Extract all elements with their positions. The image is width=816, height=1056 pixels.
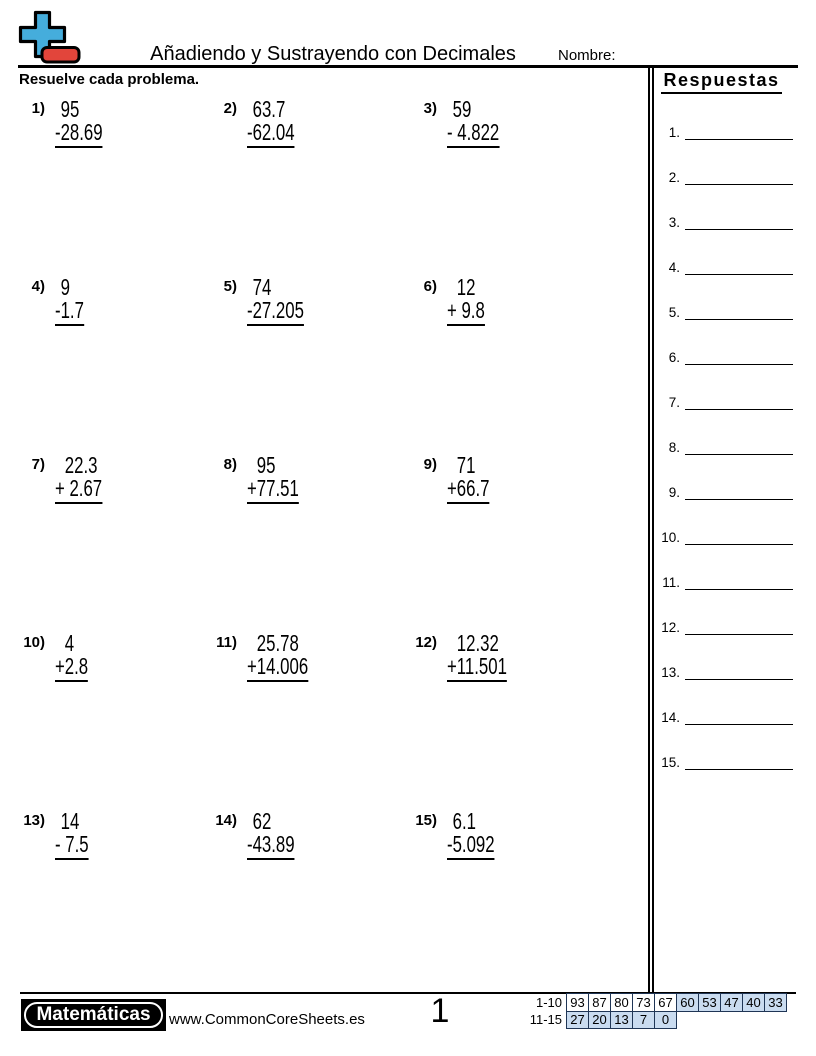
- score-row-label: 1-10: [535, 994, 562, 1010]
- answer-blank-12[interactable]: [685, 618, 793, 635]
- problem-3: [411, 98, 519, 148]
- problem-number: 10): [23, 634, 45, 651]
- answer-blank-6[interactable]: [685, 348, 793, 365]
- score-cell: 7: [633, 1011, 655, 1029]
- problem-operands: 95 +77.51: [247, 454, 299, 504]
- score-cell: 93: [567, 994, 589, 1012]
- problem-number: 12): [415, 634, 437, 651]
- website-text: www.CommonCoreSheets.es: [169, 1011, 365, 1028]
- score-cell: 40: [743, 994, 765, 1012]
- answer-row-11: 11.: [652, 574, 793, 590]
- problem-number: 15): [415, 812, 437, 829]
- score-table-row-1: [516, 994, 787, 1012]
- problem-operands: 74 -27.205: [247, 276, 304, 326]
- answer-row-15: 15.: [652, 754, 793, 770]
- problem-number: 13): [23, 812, 45, 829]
- answers-title: Respuestas: [650, 70, 793, 91]
- score-table-row-2: [516, 1011, 787, 1029]
- problem-number: 11): [216, 634, 237, 651]
- subject-badge: [21, 999, 166, 1031]
- problem-number: 3): [423, 100, 437, 117]
- problem-9: [411, 454, 505, 504]
- score-table: [516, 993, 787, 1029]
- problem-13: [19, 810, 101, 860]
- problem-6: [411, 276, 499, 326]
- problem-operands: 12.32 +11.501: [447, 632, 507, 682]
- problem-14: [211, 810, 312, 860]
- problem-number: 9): [423, 456, 437, 473]
- problem-operands: 6.1 -5.092: [447, 810, 495, 860]
- answer-row-10: 10.: [652, 529, 793, 545]
- problem-operands: 59 - 4.822: [447, 98, 499, 148]
- score-cell: 53: [699, 994, 721, 1012]
- answer-row-7: 7.: [652, 394, 793, 410]
- score-cell: 73: [633, 994, 655, 1012]
- problem-12: [411, 632, 529, 682]
- answer-row-14: 14.: [652, 709, 793, 725]
- answer-blank-4[interactable]: [685, 258, 793, 275]
- plus-minus-logo-icon: [18, 10, 82, 67]
- problem-operands: 62 -43.89: [247, 810, 295, 860]
- answer-blank-2[interactable]: [685, 168, 793, 185]
- problem-number: 5): [223, 278, 237, 295]
- problem-5: [211, 276, 325, 326]
- problem-operands: 22.3 + 2.67: [55, 454, 102, 504]
- answer-blank-13[interactable]: [685, 663, 793, 680]
- answer-blank-1[interactable]: [685, 123, 793, 140]
- answer-blank-3[interactable]: [685, 213, 793, 230]
- problem-number: 7): [31, 456, 45, 473]
- subject-badge-label: Matemáticas: [24, 1002, 163, 1028]
- problem-operands: 63.7 -62.04: [247, 98, 295, 148]
- answer-row-8: 8.: [652, 439, 793, 455]
- problem-operands: 9 -1.7: [55, 276, 84, 326]
- answer-blank-7[interactable]: [685, 393, 793, 410]
- answer-row-3: 3.: [652, 214, 793, 230]
- answer-row-4: 4.: [652, 259, 793, 275]
- answer-row-9: 9.: [652, 484, 793, 500]
- problem-1: [19, 98, 120, 148]
- problem-number: 14): [215, 812, 237, 829]
- answer-blank-10[interactable]: [685, 528, 793, 545]
- score-cell: 20: [589, 1011, 611, 1029]
- answer-blank-9[interactable]: [685, 483, 793, 500]
- problem-number: 4): [31, 278, 45, 295]
- problem-number: 6): [423, 278, 437, 295]
- answer-blank-11[interactable]: [685, 573, 793, 590]
- answer-row-5: 5.: [652, 304, 793, 320]
- header-divider: [18, 65, 798, 68]
- score-cell: 80: [611, 994, 633, 1012]
- score-cell: 13: [611, 1011, 633, 1029]
- page-title: Añadiendo y Sustrayendo con Decimales: [150, 43, 516, 65]
- problem-8: [211, 454, 318, 504]
- score-cell: 60: [677, 994, 699, 1012]
- page-number: 1: [430, 992, 450, 1030]
- answer-blank-5[interactable]: [685, 303, 793, 320]
- problem-number: 8): [223, 456, 237, 473]
- problem-operands: 25.78 +14.006: [247, 632, 308, 682]
- score-cell: 27: [567, 1011, 589, 1029]
- answer-blank-14[interactable]: [685, 708, 793, 725]
- problem-number: 1): [31, 100, 45, 117]
- answer-row-6: 6.: [652, 349, 793, 365]
- answer-row-12: 12.: [652, 619, 793, 635]
- problem-number: 2): [223, 100, 237, 117]
- answer-row-1: 1.: [652, 124, 793, 140]
- answer-row-2: 2.: [652, 169, 793, 185]
- score-cell: 47: [721, 994, 743, 1012]
- name-label: Nombre:: [558, 47, 616, 64]
- problem-operands: 14 - 7.5: [55, 810, 89, 860]
- problem-operands: 71 +66.7: [447, 454, 489, 504]
- score-cell: 33: [765, 994, 787, 1012]
- score-row-label: 11-15: [529, 1012, 562, 1028]
- problem-operands: 4 +2.8: [55, 632, 88, 682]
- score-cell: 67: [655, 994, 677, 1012]
- problem-4: [19, 276, 95, 326]
- instruction-text: Resuelve cada problema.: [19, 71, 200, 88]
- problem-operands: 12 + 9.8: [447, 276, 485, 326]
- problem-11: [211, 632, 331, 682]
- problem-operands: 95 -28.69: [55, 98, 103, 148]
- problem-15: [411, 810, 512, 860]
- answer-blank-8[interactable]: [685, 438, 793, 455]
- problem-2: [211, 98, 312, 148]
- answer-blank-15[interactable]: [685, 753, 793, 770]
- problem-10: [19, 632, 100, 682]
- problem-7: [19, 454, 120, 504]
- answer-row-13: 13.: [652, 664, 793, 680]
- score-cell: 0: [655, 1011, 677, 1029]
- score-cell: 87: [589, 994, 611, 1012]
